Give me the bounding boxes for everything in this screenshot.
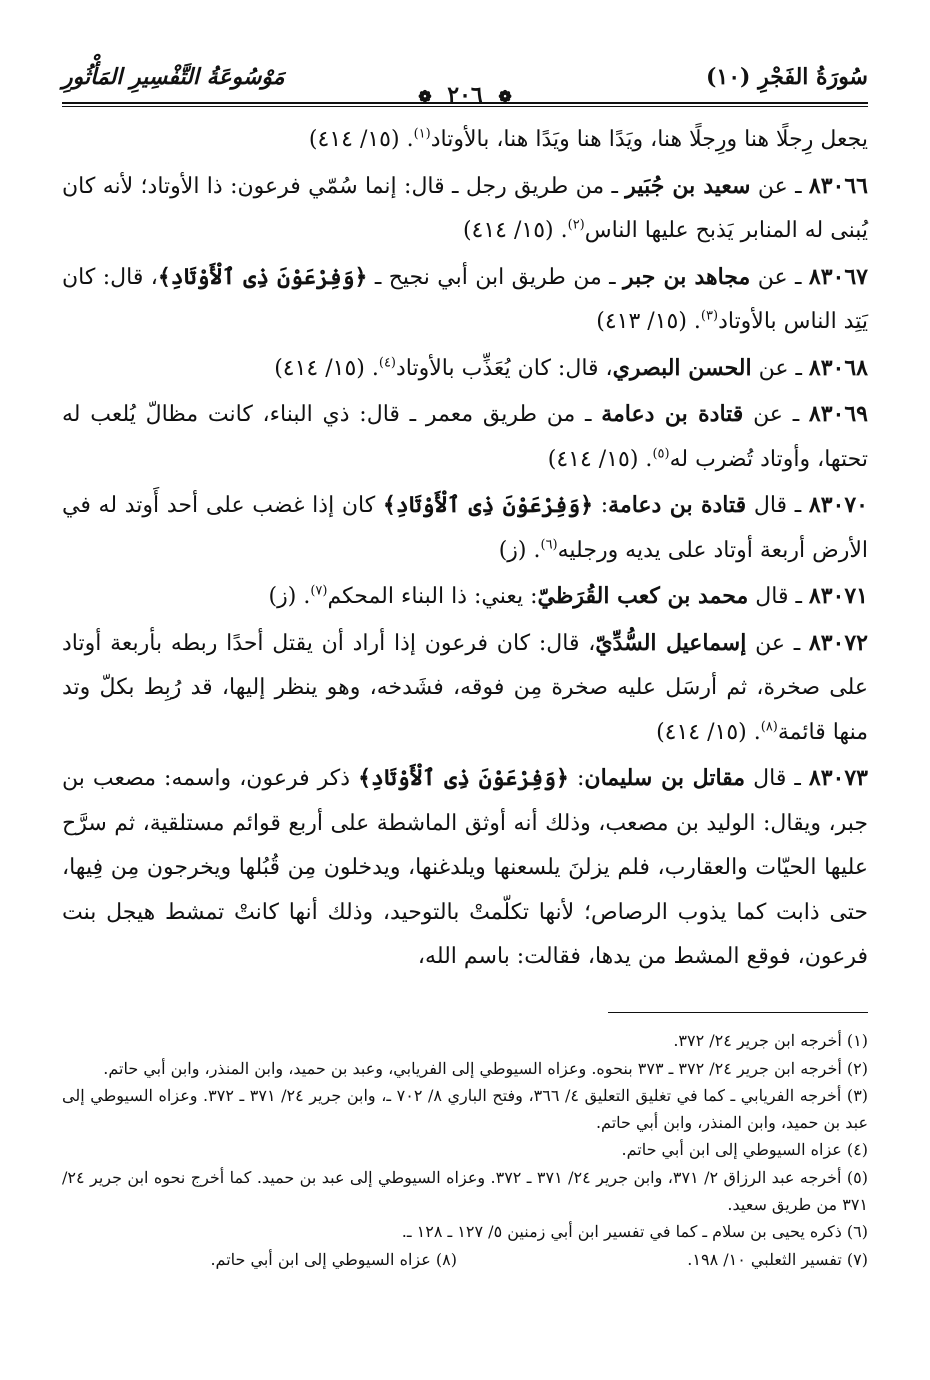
entry-text: يجعل رِجلًا هنا ورِجلًا هنا، ويَدًا هنا ويَدًا هنا، بالأوتاد xyxy=(430,127,868,152)
entry-number: ٨٣٠٦٩ xyxy=(808,401,868,427)
entry-text: ـ قال xyxy=(745,766,809,791)
entry-text: ، قال: كان فرعون إذا أراد أن يقتل أحدًا ربطه بأربعة أوتاد على صخرة، ثم أرسَل عليه صخرة مِن فوقه، فشَدخه، وهو ينظر إليها، قد رُبِط بكلّ وتد منها قائمة xyxy=(62,630,868,745)
entry-number: ٨٣٠٧٢ xyxy=(808,629,868,656)
entry-text: ـ عن xyxy=(751,355,809,381)
entry-text: ـ قال xyxy=(748,584,809,609)
highlighted-text: سعيد بن جُبَير xyxy=(625,172,751,199)
entry-text: . (١٥/ ٤١٣) xyxy=(596,309,701,334)
ornament-left-icon: ❁ xyxy=(498,86,512,106)
entry-paragraph xyxy=(62,574,868,620)
footnote-marker: (٦) xyxy=(540,537,558,553)
entry-paragraph xyxy=(62,118,868,163)
footnote-row xyxy=(62,1247,868,1274)
footnote-2: (٢) أخرجه ابن جرير ٢٤/ ٣٧٢ ـ ٣٧٣ بنحوه. وعزاه السيوطي إلى الفريابي، وعبد بن حميد، وابن المنذر، وابن أبي حاتم. xyxy=(103,1058,868,1078)
footnote-marker: (٥) xyxy=(652,446,670,462)
footnote-marker: (٨) xyxy=(760,719,778,735)
entry-text: ـ عن xyxy=(743,402,809,427)
entry-number: ٨٣٠٧٣ xyxy=(808,765,868,791)
highlighted-text: مقاتل بن سليمان xyxy=(584,765,746,791)
entry-text: : xyxy=(593,493,609,518)
footnote-3: (٣) أخرجه الفريابي ـ كما في تغليق التعليق ٤/ ٣٦٦، وفتح الباري ٨/ ٧٠٢ ـ، وابن جرير ٢٤/ ٣٧١ ـ ٣٧٢. وعزاه السيوطي إلى عبد بن حميد، وابن المنذر، وابن أبي حاتم. xyxy=(62,1086,869,1132)
footnote-marker: (٧) xyxy=(310,583,328,599)
entry-paragraph xyxy=(62,392,868,482)
entry-text: . (١٥/ ٤١٤) xyxy=(656,719,761,745)
footnote-separator xyxy=(608,1012,868,1013)
header-rule xyxy=(62,102,868,104)
entry-text: . (ز) xyxy=(268,584,311,609)
entry-paragraph xyxy=(62,483,868,573)
entry-text: ـ قال xyxy=(746,493,809,518)
book-title: مَوْسُوعَةُ التَّفْسِيرِ المَأْثُورِ xyxy=(62,64,285,90)
entry-text: : xyxy=(568,766,585,791)
footnote-marker: (٢) xyxy=(567,217,585,233)
entry-paragraph xyxy=(62,164,868,254)
entry-paragraph xyxy=(62,756,868,980)
highlighted-text: قتادة بن دعامة xyxy=(608,492,747,518)
entry-text: ـ عن xyxy=(750,173,809,199)
entry-text: ـ من طريق ابن أبي نجيح ـ xyxy=(367,264,624,290)
footnote-marker: (١) xyxy=(413,126,431,142)
entry-paragraph xyxy=(62,255,868,345)
highlighted-text: ﴿وَفِرْعَوْنَ ذِى ٱلْأَوْتَادِ﴾ xyxy=(157,263,368,290)
entry-number: ٨٣٠٦٧ xyxy=(808,263,868,290)
footnotes xyxy=(62,1028,868,1273)
entry-text: . (١٥/ ٤١٤) xyxy=(308,127,414,152)
entry-number: ٨٣٠٧١ xyxy=(808,583,868,609)
entry-text: . (١٥/ ٤١٤) xyxy=(274,355,379,381)
footnote-8: (٨) عزاه السيوطي إلى ابن أبي حاتم. xyxy=(210,1249,457,1269)
entry-text: ذكر فرعون، واسمه: مصعب بن جبر، ويقال: الوليد بن مصعب، وذلك أنه أوثق الماشطة على أربع قوائم مستلقية، ثم سرَّح عليها الحيّات والعقارب، فلم يزلنَ يلسعنها ويلدغنها، ويدخلون مِن قُبُلها ويخرجون مِن فِيها، حتى ذابت كما يذوب الرصاص؛ لأنها تكلّمتْ بالتوحيد، وذلك أنها كانتْ تمشط هيجل بنت فرعون، فوقع المشط من يدها، فقالت: باسم الله، xyxy=(62,766,868,969)
page-number: ٢٠٦ xyxy=(447,82,483,108)
entry-text: ، قال: كان يَتِد الناس بالأوتاد xyxy=(62,264,868,334)
entry-paragraph xyxy=(62,346,868,392)
footnote-1: (١) أخرجه ابن جرير ٢٤/ ٣٧٢. xyxy=(673,1031,868,1050)
highlighted-text: الحسن البصري xyxy=(612,354,752,381)
footnote-6: (٦) ذكره يحيى بن سلام ـ كما في تفسير ابن أبي زمنين ٥/ ١٢٧ ـ ١٢٨ ـ. xyxy=(401,1222,868,1242)
highlighted-text: إسماعيل السُّدِّيّ xyxy=(595,629,747,656)
footnote-marker: (٤) xyxy=(378,355,396,371)
entry-text: . (١٥/ ٤١٤) xyxy=(462,218,568,243)
highlighted-text: قتادة بن دعامة xyxy=(601,401,744,427)
header-rule-thin xyxy=(62,106,868,107)
entry-text: : يعني: ذا البناء المحكم xyxy=(327,584,538,609)
surah-title: سُورَةُ الفَجْرِ (١٠) xyxy=(705,64,868,90)
entry-text: ـ من طريق معمر ـ قال: ذي البناء، كانت مظالّ يُلعب له تحتها، وأوتاد تُضرب له xyxy=(62,402,868,472)
highlighted-text: ﴿وَفِرْعَوْنَ ذِى ٱلْأَوْتَادِ﴾ xyxy=(382,492,594,518)
footnote-7: (٧) تفسير الثعلبي ١٠/ ١٩٨. xyxy=(687,1249,868,1269)
entry-text: . (ز) xyxy=(498,537,541,563)
entry-number: ٨٣٠٦٨ xyxy=(808,354,868,381)
footnote-4: (٤) عزاه السيوطي إلى ابن أبي حاتم. xyxy=(621,1140,868,1160)
running-header xyxy=(62,58,868,108)
entry-paragraph xyxy=(62,621,868,756)
entry-number: ٨٣٠٧٠ xyxy=(808,492,868,518)
ornament-right-icon: ❁ xyxy=(418,86,432,106)
main-text xyxy=(62,118,868,981)
highlighted-text: مجاهد بن جبر xyxy=(623,263,751,290)
entry-text: ـ من طريق رجل ـ قال: إنما سُمّي فرعون: ذا الأوتاد؛ لأنه كان يُبنى له المنابر يَذبح عليها الناس xyxy=(62,173,868,243)
highlighted-text: محمد بن كعب القُرَظيّ xyxy=(537,583,749,609)
entry-text: ـ عن xyxy=(750,264,809,290)
footnote-5: (٥) أخرجه عبد الرزاق ٢/ ٣٧١، وابن جرير ٢٤/ ٣٧١ ـ ٣٧٢. وعزاه السيوطي إلى عبد بن حميد. كما أخرج نحوه ابن جرير ٢٤/ ٣٧١ من طريق سعيد. xyxy=(62,1167,869,1214)
highlighted-text: ﴿وَفِرْعَوْنَ ذِى ٱلْأَوْتَادِ﴾ xyxy=(358,765,569,791)
entry-text: كان إذا غضب على أحد أَوتد له في الأرض أربعة أوتاد على يديه ورجليه xyxy=(62,493,868,563)
entry-text: ، قال: كان يُعَذِّب بالأوتاد xyxy=(396,355,613,381)
entry-text: ـ عن xyxy=(746,630,809,656)
entry-text: . (١٥/ ٤١٤) xyxy=(547,446,653,472)
footnote-marker: (٣) xyxy=(700,308,719,324)
entry-number: ٨٣٠٦٦ xyxy=(808,172,868,199)
